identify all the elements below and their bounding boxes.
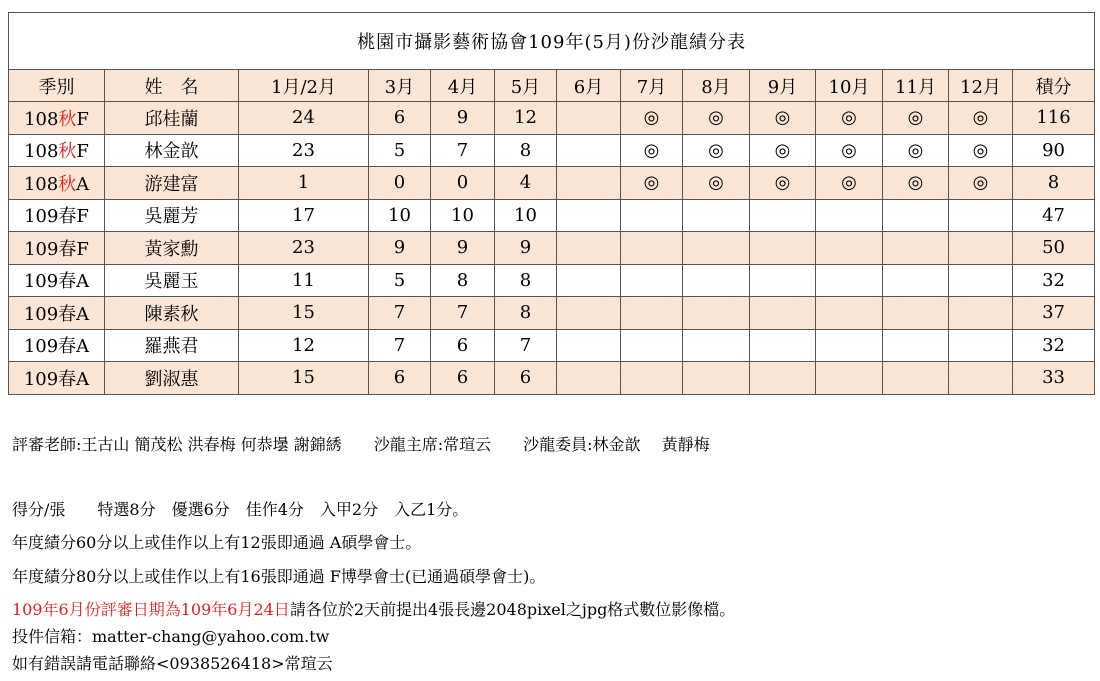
month-cell: 7 [495,329,557,362]
month-cell: 24 [239,102,369,135]
month-cell [621,329,683,362]
month-cell [816,264,883,297]
month-cell: 8 [495,134,557,167]
season-cell [9,362,105,395]
month-cell [557,102,621,135]
table-body [9,102,1095,395]
month-cell [557,167,621,200]
season-part: 109春A [23,271,90,293]
table-row [9,134,1095,167]
month-cell [557,329,621,362]
month-cell: 8 [495,264,557,297]
season-cell [9,329,105,362]
month-cell: 6 [431,329,495,362]
month-cell: 10 [495,199,557,232]
season-part: 秋 [58,141,77,163]
contact-note: 如有錯誤請電話聯絡<0938526418>常瑄云 [12,654,333,673]
month-cell: ◎ [816,167,883,200]
table-row [9,232,1095,265]
month-cell: 9 [495,232,557,265]
month-cell: 6 [369,362,431,395]
deadline-date: 109年6月份評審日期為109年6月24日 [12,600,290,619]
name-cell: 陳素秋 [105,297,239,330]
month-cell: 7 [431,297,495,330]
month-cell: 9 [369,232,431,265]
season-part: 109春A [23,336,90,358]
name-cell: 吳麗玉 [105,264,239,297]
season-cell [9,199,105,232]
month-cell [883,329,949,362]
column-header: 9月 [750,70,816,102]
total-cell: 32 [1013,329,1095,362]
month-cell: ◎ [949,134,1013,167]
month-cell [883,362,949,395]
season-part: 108 [23,173,59,195]
month-cell: 7 [369,329,431,362]
month-cell [949,362,1013,395]
name-cell: 林金歆 [105,134,239,167]
month-cell: 9 [431,102,495,135]
month-cell: ◎ [949,102,1013,135]
month-cell: 15 [239,362,369,395]
month-cell: 0 [431,167,495,200]
total-cell: 90 [1013,134,1095,167]
month-cell [683,264,750,297]
month-cell [816,329,883,362]
name-cell: 羅燕君 [105,329,239,362]
season-part: F [76,141,89,163]
month-cell: ◎ [683,102,750,135]
month-cell: ◎ [949,167,1013,200]
total-cell: 50 [1013,232,1095,265]
month-cell [557,232,621,265]
rule-a-note: 年度績分60分以上或佳作以上有12張即通過 A碩學會士。 [12,533,422,552]
column-header: 11月 [883,70,949,102]
column-header: 積分 [1013,70,1095,102]
season-cell [9,232,105,265]
month-cell: 10 [369,199,431,232]
header-row [9,70,1095,102]
table-title: 桃園市攝影藝術協會109年(5月)份沙龍績分表 [9,13,1095,70]
total-cell: 37 [1013,297,1095,330]
table-row [9,199,1095,232]
season-part: 秋 [58,173,77,195]
month-cell: ◎ [621,167,683,200]
season-part: 108 [24,108,59,130]
column-header: 5月 [495,70,557,102]
season-part: A [76,173,90,195]
month-cell: ◎ [883,134,949,167]
column-header: 3月 [369,70,431,102]
month-cell: ◎ [683,134,750,167]
month-cell [683,362,750,395]
month-cell [750,362,816,395]
deadline-detail: 請各位於2天前提出4張長邊2048pixel之jpg格式數位影像檔。 [289,600,736,619]
season-cell [9,264,105,297]
month-cell [621,199,683,232]
month-cell [557,362,621,395]
month-cell [883,297,949,330]
month-cell: 0 [369,167,431,200]
table-row [9,102,1095,135]
season-part: 109春A [23,368,90,390]
month-cell: 12 [239,329,369,362]
month-cell: ◎ [883,102,949,135]
month-cell: 23 [239,134,369,167]
month-cell: 6 [431,362,495,395]
month-cell: 17 [239,199,369,232]
season-part: 108 [24,141,59,163]
month-cell: 5 [369,134,431,167]
name-cell: 游建富 [105,167,239,200]
month-cell: 5 [369,264,431,297]
month-cell [557,297,621,330]
month-cell: ◎ [883,167,949,200]
total-cell: 8 [1013,167,1095,200]
month-cell [621,297,683,330]
month-cell [683,297,750,330]
month-cell [750,329,816,362]
month-cell [683,199,750,232]
column-header: 10月 [816,70,883,102]
month-cell: 23 [239,232,369,265]
total-cell: 33 [1013,362,1095,395]
month-cell [750,264,816,297]
total-cell: 116 [1013,102,1095,135]
season-part: 109春F [24,238,89,260]
column-header: 4月 [431,70,495,102]
table-row [9,167,1095,200]
month-cell [557,264,621,297]
name-cell: 黃家勳 [105,232,239,265]
month-cell [621,362,683,395]
month-cell: ◎ [621,102,683,135]
month-cell [621,232,683,265]
month-cell [883,232,949,265]
table-row [9,297,1095,330]
column-header: 7月 [621,70,683,102]
month-cell: 7 [431,134,495,167]
month-cell [949,297,1013,330]
month-cell [750,232,816,265]
table-row [9,264,1095,297]
scoring-note: 得分/張 特選8分 優選6分 佳作4分 入甲2分 入乙1分。 [12,500,469,519]
month-cell [683,232,750,265]
month-cell [949,264,1013,297]
month-cell [883,199,949,232]
month-cell: ◎ [816,134,883,167]
column-header: 6月 [557,70,621,102]
month-cell: 8 [495,297,557,330]
column-header: 12月 [949,70,1013,102]
season-part: 秋 [58,108,77,130]
month-cell [949,232,1013,265]
month-cell: 1 [239,167,369,200]
month-cell [557,199,621,232]
month-cell: 6 [495,362,557,395]
month-cell [816,232,883,265]
judges-note: 評審老師:王古山 簡茂松 洪春梅 何恭壜 謝錦綉 沙龍主席:常瑄云 沙龍委員:林金歆 黃靜梅 [12,435,710,454]
month-cell [621,264,683,297]
name-cell: 吳麗芳 [105,199,239,232]
deadline-note [12,597,735,620]
month-cell [816,362,883,395]
season-cell [9,297,105,330]
month-cell: 12 [495,102,557,135]
month-cell [816,297,883,330]
column-header: 姓 名 [105,70,239,102]
month-cell [557,134,621,167]
total-cell: 32 [1013,264,1095,297]
month-cell: 7 [369,297,431,330]
month-cell [949,199,1013,232]
month-cell: ◎ [621,134,683,167]
name-cell: 劉淑惠 [105,362,239,395]
column-header: 季別 [9,70,105,102]
season-part: 109春A [23,303,90,325]
month-cell: ◎ [750,167,816,200]
column-header: 1月/2月 [239,70,369,102]
month-cell [883,264,949,297]
season-part: 109春F [24,206,89,228]
month-cell: 8 [431,264,495,297]
month-cell: 4 [495,167,557,200]
season-part: F [76,108,89,130]
total-cell: 47 [1013,199,1095,232]
email-note: 投件信箱：matter-chang@yahoo.com.tw [12,627,330,646]
month-cell: 11 [239,264,369,297]
month-cell: 15 [239,297,369,330]
month-cell: 9 [431,232,495,265]
season-cell [9,167,105,200]
month-cell: ◎ [750,102,816,135]
rule-f-note: 年度績分80分以上或佳作以上有16張即通過 F博學會士(已通過碩學會士)。 [12,567,546,586]
month-cell: ◎ [750,134,816,167]
month-cell [816,199,883,232]
month-cell [750,297,816,330]
month-cell [949,329,1013,362]
month-cell [683,329,750,362]
month-cell [750,199,816,232]
column-header: 8月 [683,70,750,102]
season-cell [9,134,105,167]
month-cell: 10 [431,199,495,232]
month-cell: ◎ [683,167,750,200]
score-table [8,12,1095,395]
month-cell: ◎ [816,102,883,135]
table-row [9,329,1095,362]
month-cell: 6 [369,102,431,135]
season-cell [9,102,105,135]
table-row [9,362,1095,395]
name-cell: 邱桂蘭 [105,102,239,135]
